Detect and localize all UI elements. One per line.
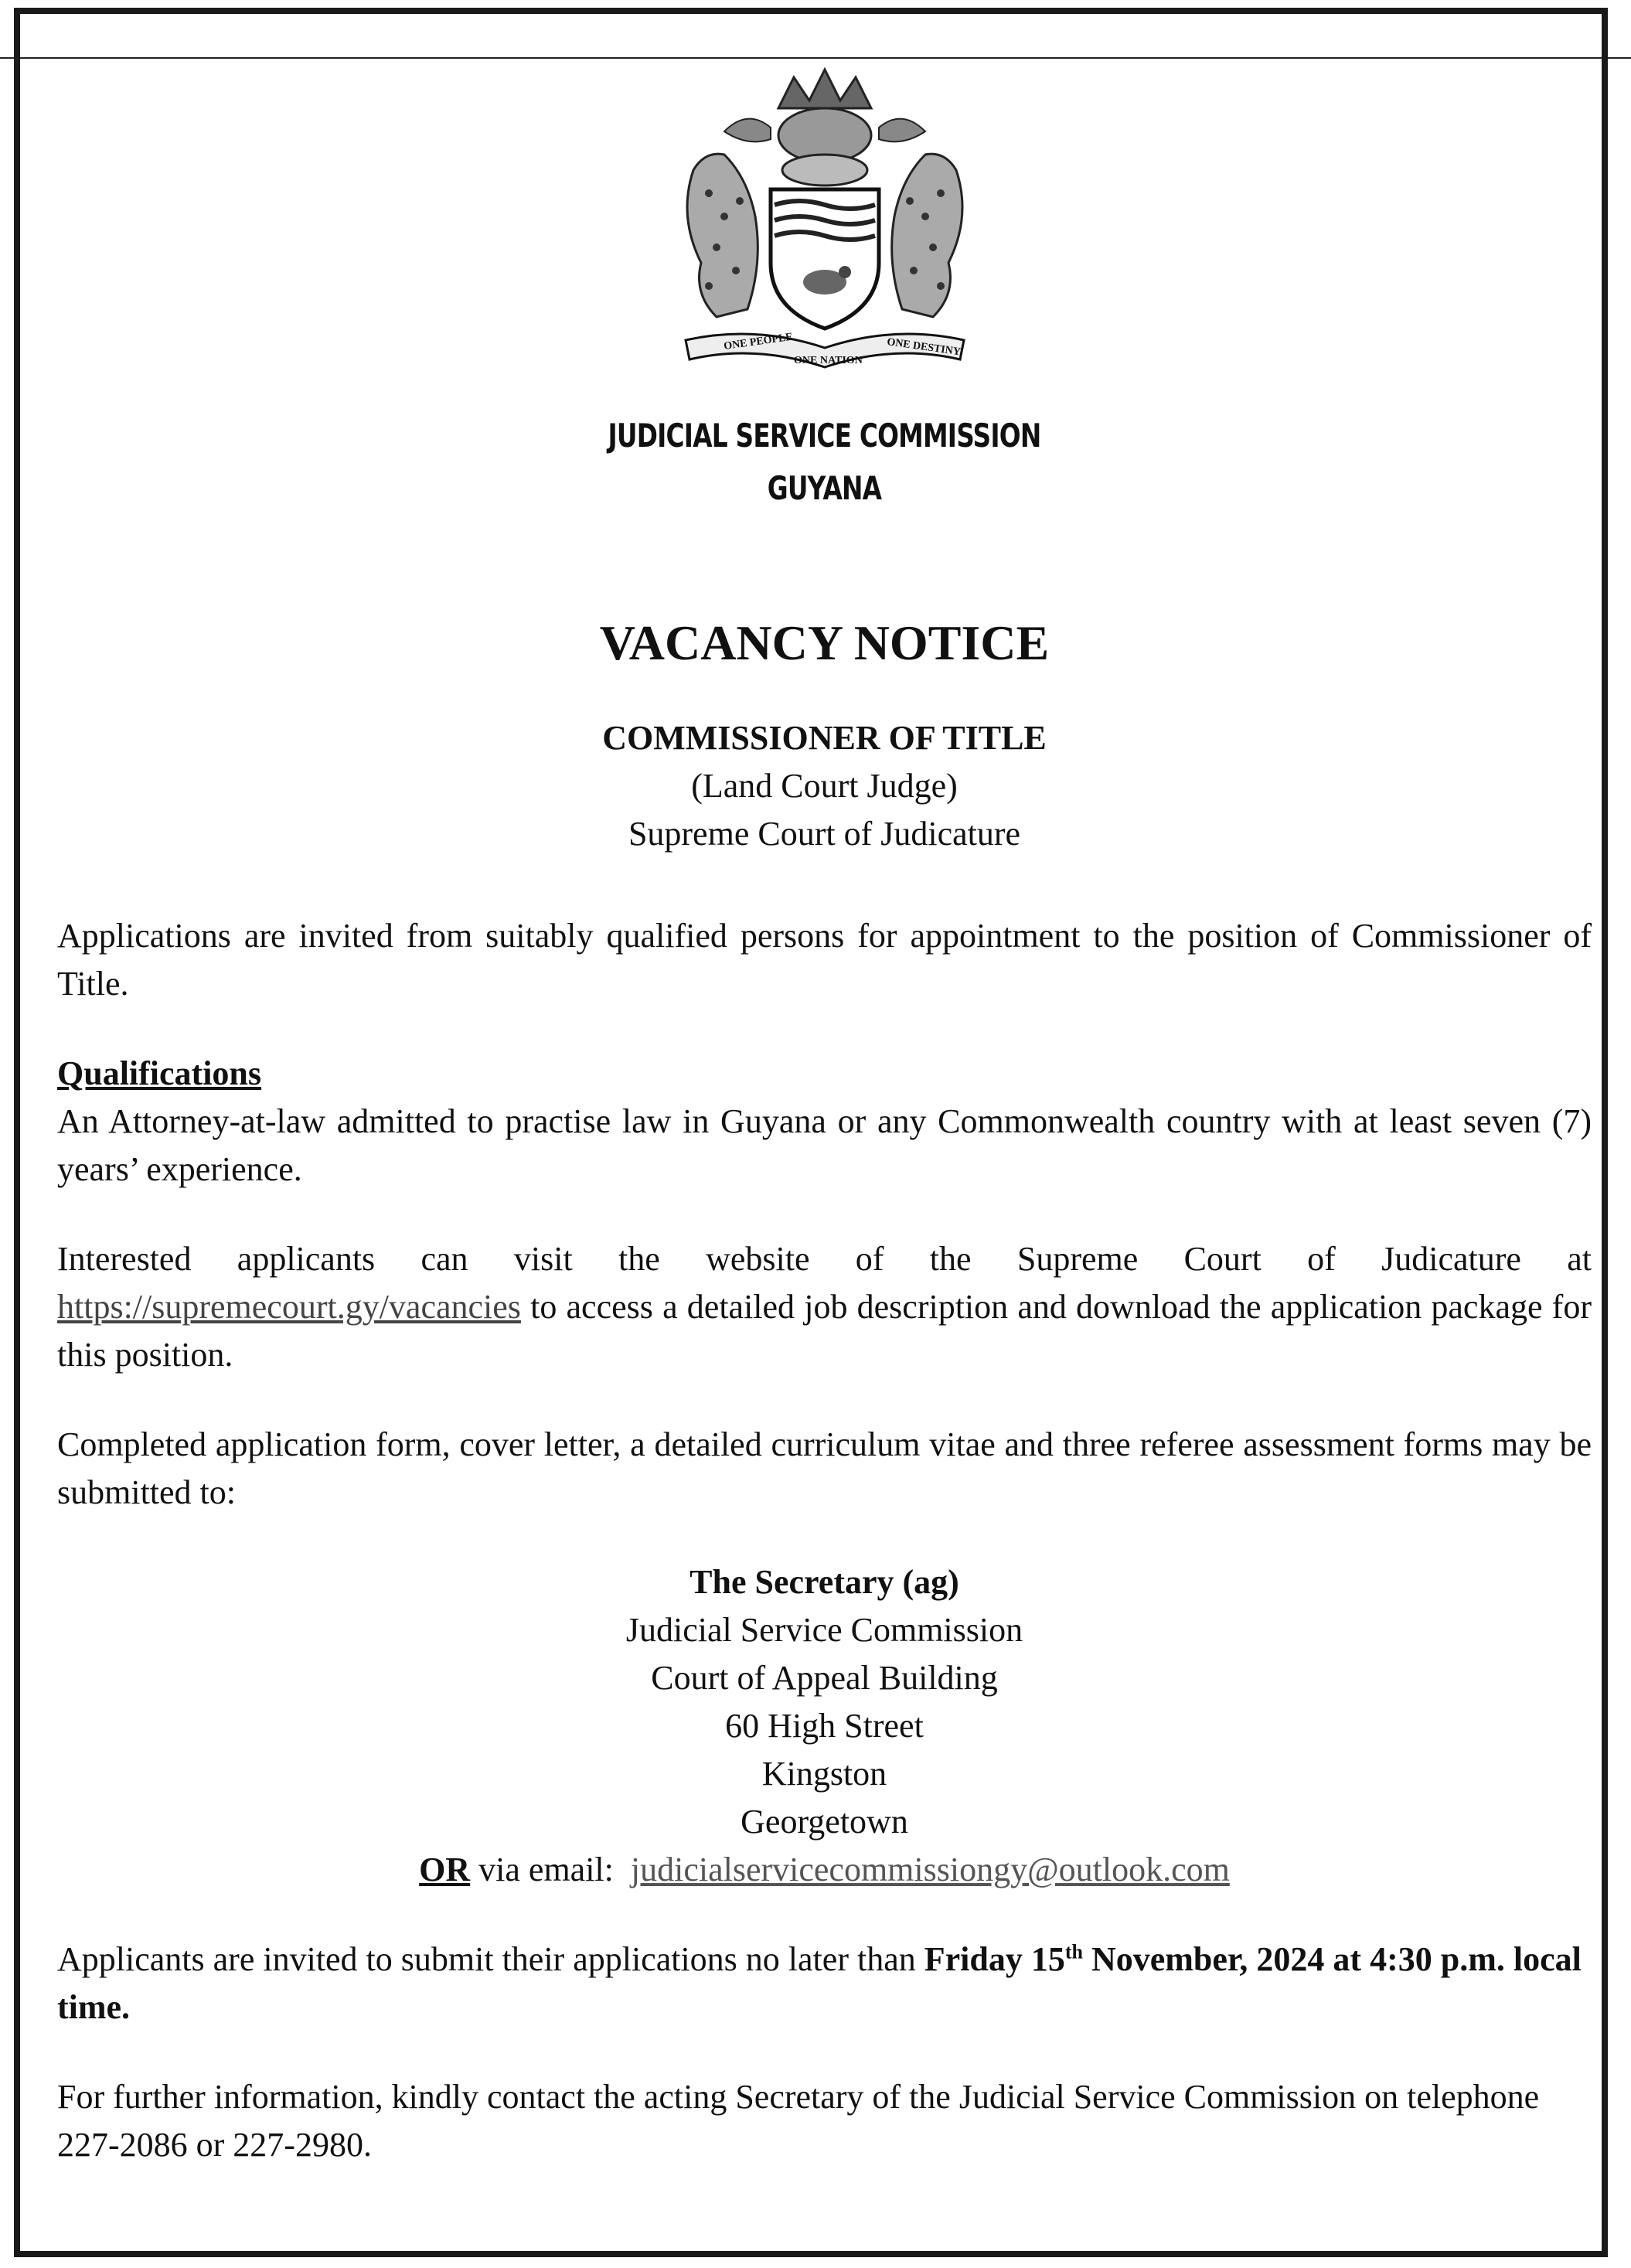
- qualifications-text: An Attorney-at-law admitted to practise law in Guyana or any Commonwealth country with at least seven (7) years’ experience.: [57, 1102, 1592, 1188]
- org-country: GUYANA: [767, 469, 882, 507]
- deadline-day-suffix: th: [1064, 1940, 1083, 1963]
- website-text-post: to access a detailed job description and download the application package for this position.: [57, 1288, 1592, 1374]
- address-line-3: 60 High Street: [725, 1707, 924, 1745]
- website-paragraph: [57, 1235, 1592, 1379]
- deadline-rest: November, 2024 at 4:30 p.m. local time.: [57, 1940, 1582, 2026]
- address-block: [57, 1558, 1592, 1894]
- position-title: COMMISSIONER OF TITLE: [602, 719, 1047, 757]
- email-link[interactable]: judicialservicecommissiongy@outlook.com: [630, 1851, 1230, 1888]
- via-email-label: via email:: [470, 1851, 631, 1888]
- motto-center: ONE NATION: [793, 355, 863, 366]
- deadline-day: Friday 15: [924, 1940, 1065, 1978]
- intro-paragraph: Applications are invited from suitably qualified persons for appointment to the position of Commissioner of Title.: [57, 917, 1592, 1003]
- position-subtitle: (Land Court Judge): [691, 767, 958, 805]
- motto-left: ONE PEOPLE: [722, 331, 794, 352]
- email-line: [57, 1846, 1592, 1894]
- address-line-2: Court of Appeal Building: [651, 1659, 998, 1697]
- recipient: The Secretary (ag): [690, 1563, 959, 1601]
- contact-paragraph: For further information, kindly contact the acting Secretary of the Judicial Service Commission on telephone 227-2086 or 227-2980.: [57, 2078, 1540, 2164]
- deadline-pre: Applicants are invited to submit their applications no later than: [57, 1940, 924, 1978]
- deadline-paragraph: [57, 1936, 1592, 2031]
- notice-title: VACANCY NOTICE: [599, 615, 1050, 670]
- submission-paragraph: Completed application form, cover letter, a detailed curriculum vitae and three referee assessment forms may be submitted to:: [57, 1425, 1592, 1511]
- address-line-5: Georgetown: [741, 1803, 908, 1841]
- coat-of-arms-icon: [662, 62, 987, 408]
- qualifications-heading: Qualifications: [57, 1054, 262, 1092]
- court-name: Supreme Court of Judicature: [628, 815, 1021, 853]
- position-block: [57, 714, 1592, 858]
- vacancies-link[interactable]: https://supremecourt.gy/vacancies: [57, 1288, 521, 1326]
- motto-right: ONE DESTINY: [885, 336, 962, 359]
- or-label: OR: [419, 1851, 471, 1888]
- address-line-4: Kingston: [761, 1755, 887, 1793]
- website-text-pre: Interested applicants can visit the website of the Supreme Court of Judicature at: [57, 1240, 1592, 1278]
- notice-document: [57, 62, 1592, 2169]
- address-line-1: Judicial Service Commission: [625, 1611, 1023, 1649]
- org-name: JUDICIAL SERVICE COMMISSION: [608, 417, 1041, 455]
